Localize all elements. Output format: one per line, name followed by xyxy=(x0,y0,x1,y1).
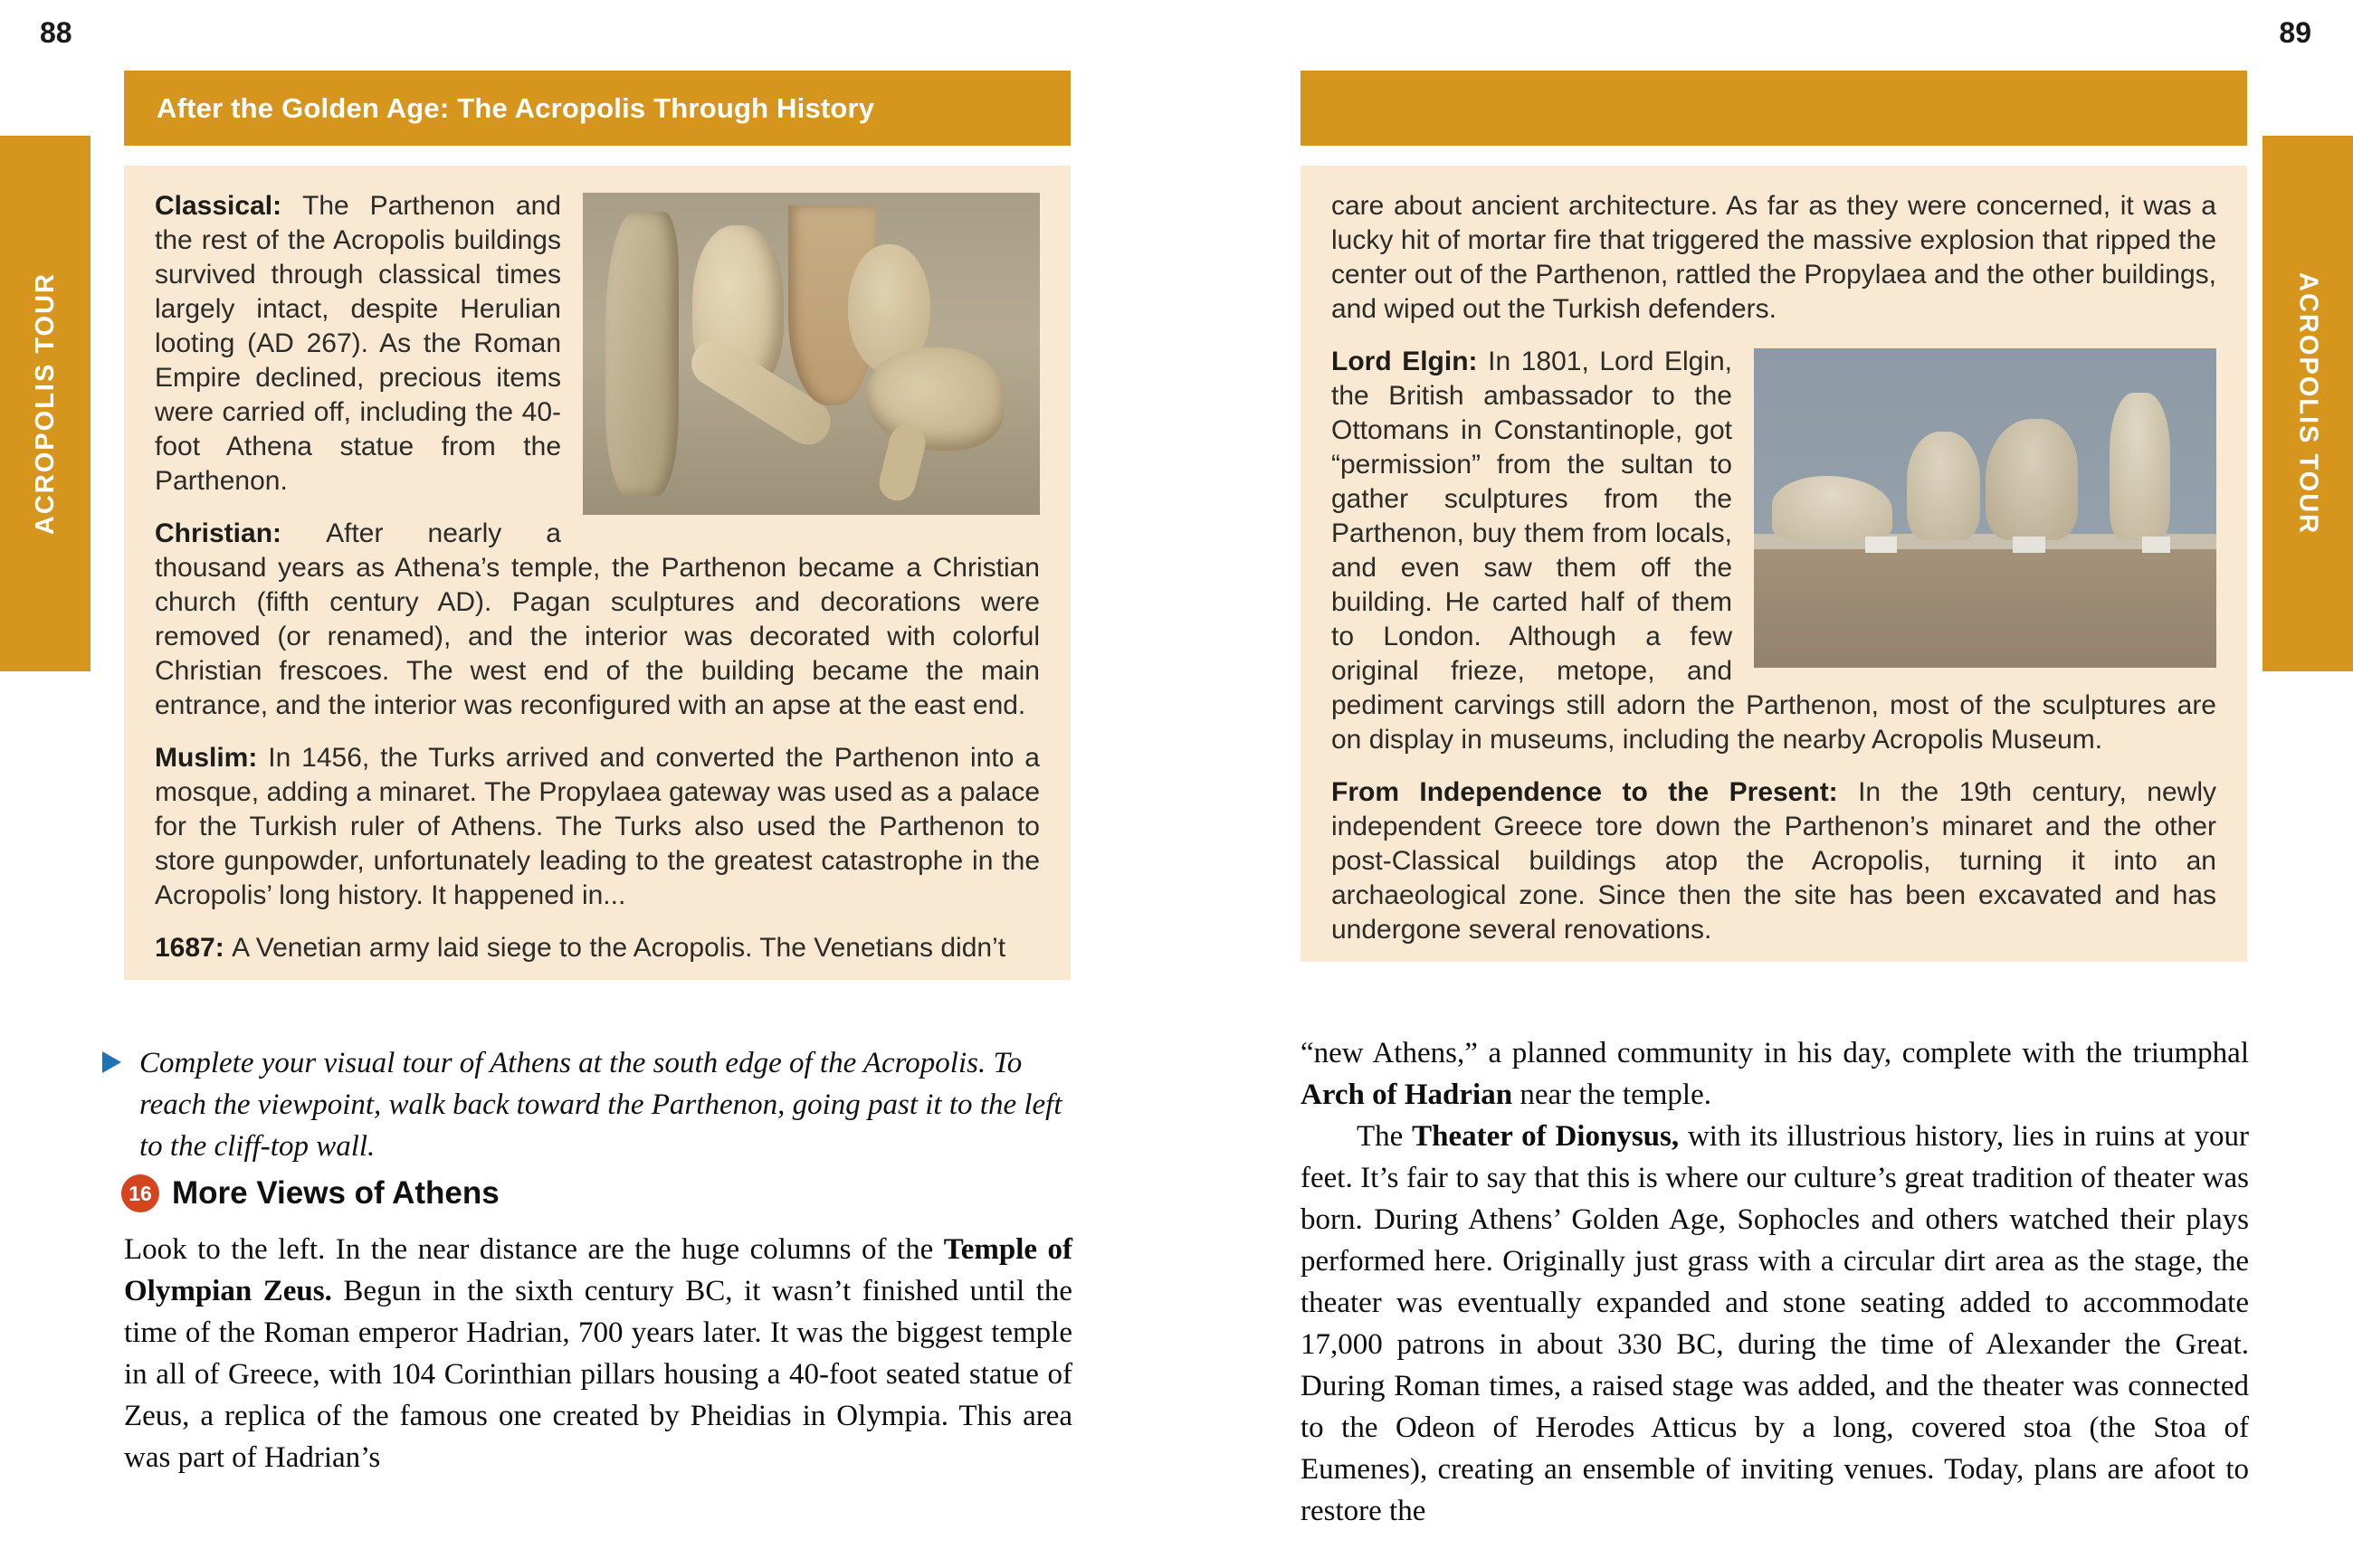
photo-shape-seated-statue xyxy=(1986,419,2078,540)
photo-shape-museum-label xyxy=(1865,537,1898,553)
paragraph-text: A Venetian army laid siege to the Acropolis. The Venetians didn’t xyxy=(232,933,1006,963)
sidebar-tab-left-label: ACROPOLIS TOUR xyxy=(30,271,60,536)
left-body-text xyxy=(124,1229,1072,1478)
box-paragraph-christian xyxy=(155,517,1040,723)
sidebar-tab-right xyxy=(2262,136,2353,671)
body-paragraph xyxy=(124,1229,1072,1478)
paragraph-lead: Christian: xyxy=(155,518,282,548)
box-header-bar-right-continuation xyxy=(1300,71,2247,146)
body-segment: Begun in the sixth century BC, it wasn’t finished until the time of the Roman emperor Hadrian, 700 years later. It was the biggest temple in all of Greece, with 104 Corinthian pillars housing a 40-foot seated statue of Zeus, a replica of the famous one created by Pheidias in Olympia. This area was part of Hadrian’s xyxy=(124,1275,1072,1474)
photo-shape-reclining-statue xyxy=(1772,476,1892,540)
body-segment: The xyxy=(1357,1120,1413,1153)
section-title: More Views of Athens xyxy=(172,1175,500,1211)
parthenon-metope-photo xyxy=(583,193,1040,515)
paragraph-text: In 1456, the Turks arrived and converted the Parthenon into a mosque, adding a minaret. The Propylaea gateway was used as a palace for the Turkish ruler of Athens. The Turks also used the Parthenon to store gunpowder, unfortunately leading to the greatest catastrophe in the Acropolis’ long history. It happened in... xyxy=(155,743,1040,910)
paragraph-lead: Lord Elgin: xyxy=(1331,347,1478,376)
paragraph-text: After nearly a thousand years as Athena’s temple, the Parthenon became a Christian church (fifth century AD). Pagan sculptures and decorations were removed (or renamed), and the interior was decorated with colorful Christian frescoes. The west end of the building became the main entrance, and the interior was reconfigured with an apse at the east end. xyxy=(155,518,1040,720)
section-heading xyxy=(121,1174,500,1212)
body-paragraph xyxy=(1300,1032,2249,1116)
paragraph-text: In the 19th century, newly independent Greece tore down the Parthenon’s minaret and the other post-Classical buildings atop the Acropolis, turning it into an archaeological zone. Since then the site has been excavated and has undergone several renovations. xyxy=(1331,777,2216,945)
tip-arrow-icon xyxy=(102,1051,121,1073)
stop-number-badge: 16 xyxy=(121,1174,159,1212)
photo-shape-museum-label xyxy=(2142,537,2170,553)
box-header-title: After the Golden Age: The Acropolis Through History xyxy=(157,91,875,124)
history-box-right xyxy=(1300,166,2247,962)
photo-shape-centaur-body xyxy=(866,347,1004,451)
paragraph-text: The Parthenon and the rest of the Acropolis buildings survived through classical times largely intact, despite Herulian looting (AD 267). As the Roman Empire declined, precious items were carried off, including the 40-foot Athena statue from the Parthenon. xyxy=(155,191,561,496)
page-number-left: 88 xyxy=(40,16,72,49)
photo-shape-seated-statue xyxy=(1907,432,1981,540)
box-paragraph-muslim xyxy=(155,741,1040,913)
elgin-marbles-photo xyxy=(1754,348,2216,668)
tip-text: Complete your visual tour of Athens at the south edge of the Acropolis. To reach the viewpoint, walk back toward the Parthenon, going past it to the left to the cliff-top wall. xyxy=(139,1047,1062,1163)
sidebar-tab-right-label: ACROPOLIS TOUR xyxy=(2293,271,2323,536)
body-segment: near the temple. xyxy=(1512,1079,1711,1111)
body-segment: with its illustrious history, lies in ruins at your feet. It’s fair to say that this is where our culture’s great tradition of theater was born. During Athens’ Golden Age, Sophocles and others watched their plays performed here. Originally just grass with a circular dirt area as the stage, the theater was eventually expanded and stone seating added to accommodate 17,000 patrons in about 330 BC, during the time of Alexander the Great. During Roman times, a raised stage was added, and the theater was connected to the Odeon of Herodes Atticus by a long, covered stoa (the Stoa of Eumenes), creating an ensemble of inviting venues. Today, plans are afoot to restore the xyxy=(1300,1120,2249,1527)
body-bold-term: Theater of Dionysus, xyxy=(1412,1120,1680,1153)
walking-directions-tip xyxy=(102,1042,1075,1167)
box-header-bar-left xyxy=(124,71,1071,146)
paragraph-lead: Classical: xyxy=(155,191,282,221)
paragraph-text: In 1801, Lord Elgin, the British ambassador to the Ottomans in Constantinople, got “permission” from the sultan to gather sculptures from the Parthenon, buy them from locals, and even saw them off the building. He carted half of them to London. Although a few original frieze, metope, and pediment carvings still adorn the Parthenon, most of the sculptures are on display in museums, including the nearby Acropolis Museum. xyxy=(1331,347,2216,755)
page-number-right: 89 xyxy=(2279,16,2311,49)
photo-shape-museum-label xyxy=(2013,537,2045,553)
box-paragraph-1687 xyxy=(155,931,1040,965)
box-paragraph-independence xyxy=(1331,775,2216,947)
box-paragraph-continuation xyxy=(1331,189,2216,327)
photo-shape-standing-statue xyxy=(2110,393,2169,539)
history-box-left xyxy=(124,166,1071,980)
body-segment: “new Athens,” a planned community in his day, complete with the triumphal xyxy=(1300,1037,2249,1069)
body-paragraph xyxy=(1300,1116,2249,1532)
photo-shape-centaur-leg xyxy=(876,422,930,506)
body-bold-term: Arch of Hadrian xyxy=(1300,1079,1513,1111)
body-bold-term: Temple of Olympian Zeus. xyxy=(124,1233,1072,1307)
photo-shape-drapery xyxy=(605,212,679,495)
body-segment: Look to the left. In the near distance are the huge columns of the xyxy=(124,1233,944,1266)
paragraph-lead: Muslim: xyxy=(155,743,258,773)
paragraph-lead: 1687: xyxy=(155,933,224,963)
right-body-text xyxy=(1300,1032,2249,1532)
sidebar-tab-left xyxy=(0,136,90,671)
paragraph-lead: From Independence to the Present: xyxy=(1331,777,1838,807)
paragraph-text: care about ancient architecture. As far as they were concerned, it was a lucky hit of mortar fire that triggered the massive explosion that ripped the center out of the Parthenon, rattled the Propylaea and the other buildings, and wiped out the Turkish defenders. xyxy=(1331,191,2216,324)
